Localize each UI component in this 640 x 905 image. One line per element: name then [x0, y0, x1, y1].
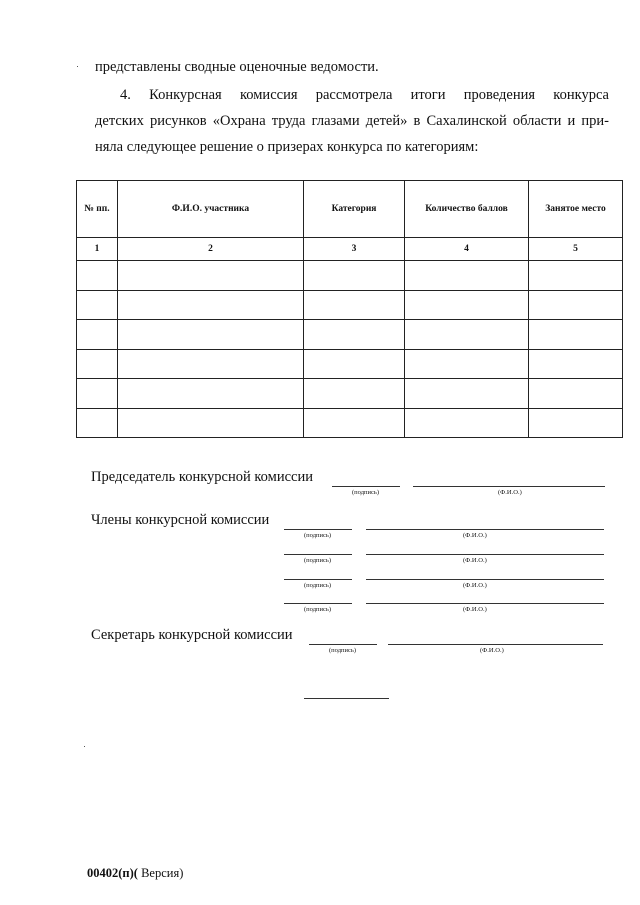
member-1-name-line — [366, 529, 604, 530]
member-3-name-line — [366, 579, 604, 580]
empty-cell — [118, 379, 304, 409]
member-1-signature-caption: (подпись) — [304, 532, 331, 539]
empty-cell — [529, 379, 623, 409]
header-category: Категория — [304, 181, 405, 238]
table-row — [77, 349, 623, 379]
empty-cell — [405, 408, 529, 438]
member-1-signature-line — [284, 529, 352, 530]
empty-cell — [118, 320, 304, 350]
empty-cell — [405, 379, 529, 409]
secretary-signature-caption: (подпись) — [329, 647, 356, 654]
table-row — [77, 290, 623, 320]
footer-version: Версия) — [137, 866, 184, 880]
member-4-name-line — [366, 603, 604, 604]
secretary-name-caption: (Ф.И.О.) — [480, 647, 504, 654]
empty-cell — [304, 320, 405, 350]
empty-cell — [77, 320, 118, 350]
chairman-name-caption: (Ф.И.О.) — [498, 489, 522, 496]
table-row — [77, 379, 623, 409]
column-number-cell: 5 — [529, 238, 623, 261]
secretary-signature-line — [309, 644, 377, 645]
chairman-name-line — [413, 486, 605, 487]
empty-cell — [529, 349, 623, 379]
footer-code: 00402(п)( — [87, 866, 138, 880]
table-row — [77, 320, 623, 350]
prize-winners-table — [76, 180, 623, 438]
empty-cell — [529, 261, 623, 291]
member-3-signature-caption: (подпись) — [304, 582, 331, 589]
table-number-row — [77, 238, 623, 261]
secretary-label: Секретарь конкурсной комиссии — [91, 627, 293, 643]
empty-cell — [304, 408, 405, 438]
empty-cell — [405, 261, 529, 291]
member-1-name-caption: (Ф.И.О.) — [463, 532, 487, 539]
members-label: Члены конкурсной комиссии — [91, 512, 270, 528]
scan-speck — [77, 66, 78, 67]
empty-cell — [77, 408, 118, 438]
paragraph-4-line-2: детских рисунков «Охрана труда глазами детей» в Сахалинской области и при- — [95, 113, 609, 129]
header-participant-name: Ф.И.О. участника — [118, 181, 304, 238]
header-place: Занятое место — [529, 181, 623, 238]
column-number-cell: 4 — [405, 238, 529, 261]
empty-cell — [77, 261, 118, 291]
column-number-cell: 2 — [118, 238, 304, 261]
chairman-signature-caption: (подпись) — [352, 489, 379, 496]
empty-cell — [118, 261, 304, 291]
member-4-name-caption: (Ф.И.О.) — [463, 606, 487, 613]
empty-cell — [118, 408, 304, 438]
closing-rule — [304, 698, 389, 699]
table-header-row — [77, 181, 623, 238]
chairman-label: Председатель конкурсной комиссии — [91, 469, 313, 485]
table-row — [77, 408, 623, 438]
chairman-signature-line — [332, 486, 400, 487]
paragraph-4-line-3: няла следующее решение о призерах конкурса по категориям: — [95, 139, 479, 155]
document-version-footer — [87, 866, 183, 881]
column-number-cell: 1 — [77, 238, 118, 261]
empty-cell — [118, 290, 304, 320]
empty-cell — [529, 408, 623, 438]
member-2-signature-line — [284, 554, 352, 555]
empty-cell — [405, 290, 529, 320]
empty-cell — [304, 349, 405, 379]
member-3-signature-line — [284, 579, 352, 580]
paragraph-4-line-1: 4. Конкурсная комиссия рассмотрела итоги проведения конкурса — [120, 87, 609, 103]
member-2-name-line — [366, 554, 604, 555]
empty-cell — [529, 320, 623, 350]
member-2-name-caption: (Ф.И.О.) — [463, 557, 487, 564]
header-number: № пп. — [77, 181, 118, 238]
empty-cell — [304, 261, 405, 291]
empty-cell — [529, 290, 623, 320]
empty-cell — [77, 349, 118, 379]
empty-cell — [405, 349, 529, 379]
secretary-name-line — [388, 644, 603, 645]
empty-cell — [77, 290, 118, 320]
table-row — [77, 261, 623, 291]
empty-cell — [118, 349, 304, 379]
member-3-name-caption: (Ф.И.О.) — [463, 582, 487, 589]
intro-line: представлены сводные оценочные ведомости. — [95, 59, 379, 75]
member-2-signature-caption: (подпись) — [304, 557, 331, 564]
member-4-signature-line — [284, 603, 352, 604]
member-4-signature-caption: (подпись) — [304, 606, 331, 613]
scan-speck — [84, 746, 85, 747]
header-points: Количество баллов — [405, 181, 529, 238]
empty-cell — [304, 379, 405, 409]
column-number-cell: 3 — [304, 238, 405, 261]
empty-cell — [77, 379, 118, 409]
table-blank-rows — [77, 261, 623, 438]
empty-cell — [405, 320, 529, 350]
empty-cell — [304, 290, 405, 320]
